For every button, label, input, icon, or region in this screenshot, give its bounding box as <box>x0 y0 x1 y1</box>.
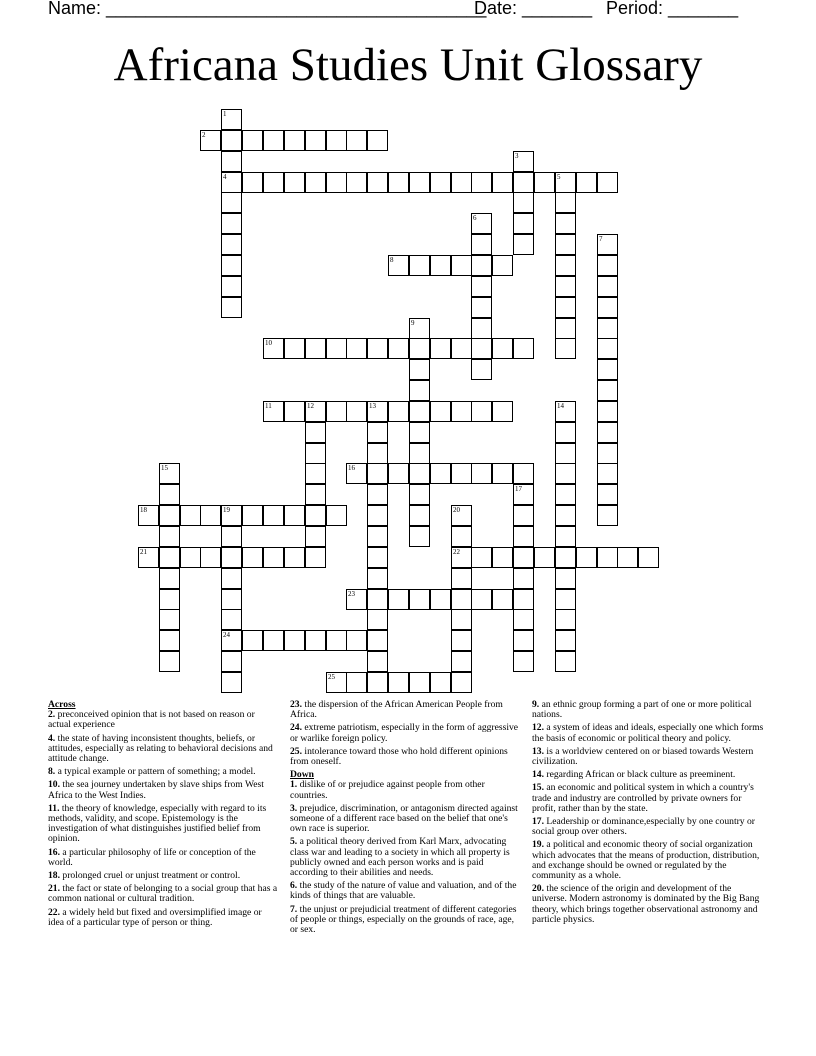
crossword-cell[interactable] <box>159 463 180 484</box>
crossword-cell[interactable] <box>471 255 492 276</box>
crossword-cell[interactable] <box>513 463 534 484</box>
crossword-cell[interactable] <box>367 526 388 547</box>
crossword-cell[interactable] <box>513 568 534 589</box>
cell-number: 16 <box>348 464 355 472</box>
crossword-cell[interactable] <box>221 172 242 193</box>
crossword-cell[interactable] <box>555 172 576 193</box>
cell-number: 8 <box>390 256 394 264</box>
crossword-cell[interactable] <box>221 213 242 234</box>
crossword-cell[interactable] <box>305 630 326 651</box>
crossword-cell[interactable] <box>200 547 221 568</box>
crossword-cell[interactable] <box>263 547 284 568</box>
crossword-cell[interactable] <box>305 547 326 568</box>
cell-number: 14 <box>557 402 564 410</box>
crossword-cell[interactable] <box>221 672 242 693</box>
crossword-cell[interactable] <box>367 172 388 193</box>
clue-down-17: 17. Leadership or dominance,especially by one country or social group over others. <box>532 816 755 838</box>
crossword-cell[interactable] <box>471 297 492 318</box>
crossword-cell[interactable] <box>221 526 242 547</box>
crossword-cell[interactable] <box>305 443 326 464</box>
cell-number: 9 <box>411 319 415 327</box>
clue-across-4: 4. the state of having inconsistent thoughts, beliefs, or attitudes, especially as relating to behavioral decisions and attitude change. <box>48 732 273 765</box>
crossword-cell[interactable] <box>367 338 388 359</box>
crossword-cell[interactable] <box>576 547 597 568</box>
clue-across-10: 10. the sea journey undertaken by slave ships from West Africa to the West Indies. <box>48 779 264 801</box>
date-field[interactable]: Date: _______ <box>474 0 593 18</box>
crossword-cell[interactable] <box>451 547 472 568</box>
clue-down-13: 13. is a worldview centered on or biased towards Western civilization. <box>532 745 754 768</box>
crossword-cell[interactable] <box>367 422 388 443</box>
crossword-cell[interactable] <box>180 547 201 568</box>
crossword-cell[interactable] <box>513 589 534 610</box>
crossword-cell[interactable] <box>555 255 576 276</box>
crossword-cell[interactable] <box>242 505 263 526</box>
clue-down-3: 3. prejudice, discrimination, or antagonism directed against someone of a different race based on the belief that one's own race is superior. <box>290 802 518 835</box>
crossword-cell[interactable] <box>388 255 409 276</box>
crossword-cell[interactable] <box>159 568 180 589</box>
crossword-cell[interactable] <box>242 547 263 568</box>
crossword-cell[interactable] <box>284 630 305 651</box>
crossword-cell[interactable] <box>576 172 597 193</box>
crossword-cell[interactable] <box>221 651 242 672</box>
crossword-cell[interactable] <box>326 172 347 193</box>
cell-number: 7 <box>599 235 603 243</box>
crossword-cell[interactable] <box>513 505 534 526</box>
crossword-cell[interactable] <box>451 630 472 651</box>
crossword-cell[interactable] <box>221 568 242 589</box>
crossword-cell[interactable] <box>471 463 492 484</box>
crossword-cell[interactable] <box>617 547 638 568</box>
crossword-cell[interactable] <box>409 338 430 359</box>
crossword-cell[interactable] <box>555 568 576 589</box>
crossword-cell[interactable] <box>305 505 326 526</box>
crossword-cell[interactable] <box>555 297 576 318</box>
crossword-cell[interactable] <box>221 276 242 297</box>
cell-number: 4 <box>223 173 227 181</box>
clue-column-1 <box>48 700 280 931</box>
crossword-cell[interactable] <box>492 255 513 276</box>
crossword-cell[interactable] <box>367 651 388 672</box>
crossword-cell[interactable] <box>409 255 430 276</box>
crossword-cell[interactable] <box>597 547 618 568</box>
crossword-cell[interactable] <box>471 401 492 422</box>
crossword-cell[interactable] <box>367 589 388 610</box>
crossword-cell[interactable] <box>471 318 492 339</box>
crossword-cell[interactable] <box>513 234 534 255</box>
crossword-cell[interactable] <box>597 234 618 255</box>
crossword-cell[interactable] <box>159 589 180 610</box>
crossword-cell[interactable] <box>221 505 242 526</box>
crossword-cell[interactable] <box>263 630 284 651</box>
crossword-cell[interactable] <box>242 130 263 151</box>
cell-number: 21 <box>140 548 147 556</box>
crossword-cell[interactable] <box>180 505 201 526</box>
crossword-cell[interactable] <box>326 338 347 359</box>
crossword-cell[interactable] <box>284 547 305 568</box>
clue-down-9: 9. an ethnic group forming a part of one or more political nations. <box>532 699 752 721</box>
crossword-cell[interactable] <box>555 338 576 359</box>
crossword-cell[interactable] <box>451 526 472 547</box>
cell-number: 24 <box>223 631 230 639</box>
crossword-cell[interactable] <box>597 463 618 484</box>
crossword-cell[interactable] <box>263 130 284 151</box>
crossword-cell[interactable] <box>513 484 534 505</box>
crossword-cell[interactable] <box>346 589 367 610</box>
crossword-cell[interactable] <box>555 526 576 547</box>
crossword-cell[interactable] <box>263 338 284 359</box>
crossword-cell[interactable] <box>305 338 326 359</box>
clue-down-12: 12. a system of ideas and ideals, especially one which forms the basis of economic or political theory and policy. <box>532 722 764 744</box>
crossword-cell[interactable] <box>326 401 347 422</box>
crossword-cell[interactable] <box>471 276 492 297</box>
crossword-cell[interactable] <box>555 463 576 484</box>
clue-down-15: 15. an economic and political system in which a country's trade and industry are controlled by private owners for profit, rather than by the state. <box>532 782 754 814</box>
crossword-cell[interactable] <box>638 547 659 568</box>
crossword-cell[interactable] <box>305 172 326 193</box>
crossword-cell[interactable] <box>430 463 451 484</box>
crossword-cell[interactable] <box>367 443 388 464</box>
crossword-cell[interactable] <box>430 338 451 359</box>
crossword-cell[interactable] <box>367 568 388 589</box>
clue-down-6: 6. the study of the nature of value and valuation, and of the kinds of things that are valuable. <box>290 880 517 902</box>
crossword-cell[interactable] <box>409 589 430 610</box>
crossword-cell[interactable] <box>367 672 388 693</box>
crossword-cell[interactable] <box>221 234 242 255</box>
crossword-cell[interactable] <box>471 338 492 359</box>
crossword-cell[interactable] <box>555 318 576 339</box>
crossword-cell[interactable] <box>159 609 180 630</box>
crossword-cell[interactable] <box>409 672 430 693</box>
crossword-cell[interactable] <box>346 338 367 359</box>
crossword-cell[interactable] <box>555 651 576 672</box>
crossword-cell[interactable] <box>555 609 576 630</box>
crossword-cell[interactable] <box>597 505 618 526</box>
down-heading: Down <box>290 769 314 781</box>
crossword-cell[interactable] <box>221 589 242 610</box>
crossword-cell[interactable] <box>597 443 618 464</box>
crossword-cell[interactable] <box>534 547 555 568</box>
cell-number: 1 <box>223 110 227 118</box>
crossword-cell[interactable] <box>513 213 534 234</box>
crossword-cell[interactable] <box>451 463 472 484</box>
crossword-cell[interactable] <box>409 443 430 464</box>
clue-across-23: 23. the dispersion of the African American People from Africa. <box>290 699 503 721</box>
clue-column-3 <box>532 700 764 928</box>
clue-down-20: 20. the science of the origin and development of the universe. Modern astronomy is dominated by the Big Bang theory, which brings together observational astronomy and particle physics. <box>532 883 760 925</box>
cell-number: 18 <box>140 506 147 514</box>
crossword-cell[interactable] <box>242 630 263 651</box>
crossword-cell[interactable] <box>409 318 430 339</box>
crossword-cell[interactable] <box>159 484 180 505</box>
crossword-cell[interactable] <box>597 484 618 505</box>
crossword-cell[interactable] <box>430 255 451 276</box>
crossword-cell[interactable] <box>221 255 242 276</box>
crossword-cell[interactable] <box>409 401 430 422</box>
crossword-cell[interactable] <box>221 130 242 151</box>
cell-number: 2 <box>202 131 206 139</box>
crossword-cell[interactable] <box>284 505 305 526</box>
crossword-cell[interactable] <box>367 630 388 651</box>
crossword-cell[interactable] <box>367 547 388 568</box>
crossword-cell[interactable] <box>367 609 388 630</box>
crossword-cell[interactable] <box>555 213 576 234</box>
cell-number: 5 <box>557 173 561 181</box>
crossword-cell[interactable] <box>388 338 409 359</box>
crossword-cell[interactable] <box>221 630 242 651</box>
clue-across-8: 8. a typical example or pattern of something; a model. <box>48 766 256 778</box>
crossword-cell[interactable] <box>159 651 180 672</box>
crossword-cell[interactable] <box>284 401 305 422</box>
clue-down-7: 7. the unjust or prejudicial treatment of different categories of people or things, especially on the grounds of race, age, or sex. <box>290 903 517 936</box>
crossword-cell[interactable] <box>346 401 367 422</box>
clue-across-24: 24. extreme patriotism, especially in the form of aggressive or warlike foreign policy. <box>290 722 519 744</box>
crossword-cell[interactable] <box>409 380 430 401</box>
crossword-cell[interactable] <box>451 609 472 630</box>
crossword-cell[interactable] <box>367 130 388 151</box>
crossword-cell[interactable] <box>513 172 534 193</box>
crossword-cell[interactable] <box>451 338 472 359</box>
crossword-cell[interactable] <box>409 422 430 443</box>
crossword-cell[interactable] <box>451 589 472 610</box>
crossword-cell[interactable] <box>555 505 576 526</box>
crossword-cell[interactable] <box>409 172 430 193</box>
crossword-cell[interactable] <box>346 172 367 193</box>
crossword-cell[interactable] <box>597 318 618 339</box>
crossword-cell[interactable] <box>159 505 180 526</box>
clue-down-19: 19. a political and economic theory of social organization which advocates that the means of production, distribution, and exchange should be owned or regulated by the community as a whole. <box>532 839 760 882</box>
cell-number: 11 <box>265 402 272 410</box>
crossword-cell[interactable] <box>409 359 430 380</box>
crossword-cell[interactable] <box>159 630 180 651</box>
crossword-cell[interactable] <box>367 401 388 422</box>
crossword-cell[interactable] <box>555 192 576 213</box>
crossword-cell[interactable] <box>471 359 492 380</box>
crossword-cell[interactable] <box>367 484 388 505</box>
name-field[interactable]: Name: ______________________________________ <box>48 0 487 18</box>
crossword-cell[interactable] <box>326 672 347 693</box>
crossword-cell[interactable] <box>513 547 534 568</box>
crossword-cell[interactable] <box>284 338 305 359</box>
crossword-cell[interactable] <box>430 172 451 193</box>
cell-number: 10 <box>265 339 272 347</box>
crossword-cell[interactable] <box>471 234 492 255</box>
crossword-cell[interactable] <box>513 151 534 172</box>
crossword-cell[interactable] <box>451 651 472 672</box>
crossword-cell[interactable] <box>597 172 618 193</box>
clue-across-22: 22. a widely held but fixed and oversimplified image or idea of a particular type of person or thing. <box>48 906 262 928</box>
crossword-cell[interactable] <box>263 505 284 526</box>
cell-number: 19 <box>223 506 230 514</box>
crossword-cell[interactable] <box>326 630 347 651</box>
crossword-cell[interactable] <box>159 547 180 568</box>
crossword-cell[interactable] <box>451 255 472 276</box>
crossword-cell[interactable] <box>555 276 576 297</box>
crossword-cell[interactable] <box>451 568 472 589</box>
crossword-cell[interactable] <box>513 630 534 651</box>
crossword-cell[interactable] <box>492 401 513 422</box>
cell-number: 23 <box>348 590 355 598</box>
clue-across-25: 25. intolerance toward those who hold different opinions from oneself. <box>290 745 508 768</box>
crossword-cell[interactable] <box>346 672 367 693</box>
crossword-cell[interactable] <box>492 463 513 484</box>
crossword-cell[interactable] <box>200 505 221 526</box>
crossword-cell[interactable] <box>305 130 326 151</box>
crossword-cell[interactable] <box>555 589 576 610</box>
cell-number: 3 <box>515 152 519 160</box>
crossword-cell[interactable] <box>492 172 513 193</box>
crossword-cell[interactable] <box>221 192 242 213</box>
clue-across-21: 21. the fact or state of belonging to a social group that has a common national or cultural tradition. <box>48 883 278 905</box>
crossword-cell[interactable] <box>242 172 263 193</box>
crossword-cell[interactable] <box>597 255 618 276</box>
cell-number: 22 <box>453 548 460 556</box>
crossword-cell[interactable] <box>513 526 534 547</box>
crossword-cell[interactable] <box>284 130 305 151</box>
crossword-cell[interactable] <box>597 401 618 422</box>
crossword-cell[interactable] <box>451 172 472 193</box>
crossword-cell[interactable] <box>597 380 618 401</box>
crossword-cell[interactable] <box>513 192 534 213</box>
crossword-cell[interactable] <box>597 359 618 380</box>
crossword-cell[interactable] <box>451 672 472 693</box>
crossword-cell[interactable] <box>305 422 326 443</box>
crossword-cell[interactable] <box>326 505 347 526</box>
crossword-cell[interactable] <box>305 463 326 484</box>
crossword-cell[interactable] <box>221 109 242 130</box>
crossword-cell[interactable] <box>555 234 576 255</box>
crossword-cell[interactable] <box>471 213 492 234</box>
across-heading: Across <box>48 699 76 710</box>
clue-column-2 <box>290 700 522 938</box>
crossword-cell[interactable] <box>492 547 513 568</box>
clue-down-5: 5. a political theory derived from Karl Marx, advocating class war and leading to a society in which all property is publicly owned and each person works and is paid according to their abilities and needs. <box>290 836 510 879</box>
cell-number: 25 <box>328 673 335 681</box>
crossword-cell[interactable] <box>305 484 326 505</box>
cell-number: 17 <box>515 485 522 493</box>
crossword-cell[interactable] <box>221 151 242 172</box>
crossword-cell[interactable] <box>409 463 430 484</box>
crossword-cell[interactable] <box>305 401 326 422</box>
crossword-cell[interactable] <box>597 422 618 443</box>
clue-across-16: 16. a particular philosophy of life or conception of the world. <box>48 846 256 868</box>
crossword-cell[interactable] <box>555 443 576 464</box>
crossword-cell[interactable] <box>430 401 451 422</box>
crossword-cell[interactable] <box>346 630 367 651</box>
crossword-cell[interactable] <box>263 172 284 193</box>
crossword-cell[interactable] <box>388 172 409 193</box>
crossword-cell[interactable] <box>430 672 451 693</box>
crossword-cell[interactable] <box>138 505 159 526</box>
crossword-cell[interactable] <box>388 589 409 610</box>
crossword-cell[interactable] <box>471 589 492 610</box>
crossword-cell[interactable] <box>138 547 159 568</box>
crossword-cell[interactable] <box>597 338 618 359</box>
crossword-cell[interactable] <box>346 463 367 484</box>
clue-across-2: 2. preconceived opinion that is not based on reason or actual experience <box>48 709 255 731</box>
crossword-cell[interactable] <box>305 526 326 547</box>
crossword-cell[interactable] <box>388 672 409 693</box>
period-field[interactable]: Period: _______ <box>606 0 739 18</box>
crossword-cell[interactable] <box>221 609 242 630</box>
crossword-cell[interactable] <box>597 276 618 297</box>
crossword-cell[interactable] <box>284 172 305 193</box>
crossword-cell[interactable] <box>346 130 367 151</box>
clue-across-11: 11. the theory of knowledge, especially with regard to its methods, validity, and scope. Epistemology is the investigation of what distinguishes justified belief from opinion. <box>48 802 267 845</box>
crossword-cell[interactable] <box>159 526 180 547</box>
crossword-cell[interactable] <box>409 505 430 526</box>
crossword-cell[interactable] <box>451 505 472 526</box>
crossword-cell[interactable] <box>200 130 221 151</box>
crossword-cell[interactable] <box>492 338 513 359</box>
crossword-cell[interactable] <box>513 338 534 359</box>
cell-number: 20 <box>453 506 460 514</box>
clue-down-1: 1. dislike of or prejudice against people from other countries. <box>290 779 485 801</box>
clue-across-18: 18. prolonged cruel or unjust treatment or control. <box>48 870 241 882</box>
crossword-cell[interactable] <box>326 130 347 151</box>
crossword-cell[interactable] <box>451 401 472 422</box>
cell-number: 15 <box>161 464 168 472</box>
cell-number: 6 <box>473 214 477 222</box>
crossword-cell[interactable] <box>513 651 534 672</box>
crossword-cell[interactable] <box>555 422 576 443</box>
crossword-cell[interactable] <box>555 547 576 568</box>
crossword-cell[interactable] <box>263 401 284 422</box>
crossword-cell[interactable] <box>492 589 513 610</box>
crossword-cell[interactable] <box>388 401 409 422</box>
crossword-cell[interactable] <box>409 526 430 547</box>
crossword-cell[interactable] <box>367 463 388 484</box>
clue-down-14: 14. regarding African or black culture as preeminent. <box>532 769 736 781</box>
crossword-cell[interactable] <box>471 172 492 193</box>
crossword-cell[interactable] <box>430 589 451 610</box>
crossword-cell[interactable] <box>555 401 576 422</box>
crossword-cell[interactable] <box>513 609 534 630</box>
crossword-cell[interactable] <box>221 547 242 568</box>
crossword-cell[interactable] <box>534 172 555 193</box>
crossword-cell[interactable] <box>555 630 576 651</box>
crossword-cell[interactable] <box>388 463 409 484</box>
cell-number: 13 <box>369 402 376 410</box>
crossword-cell[interactable] <box>555 484 576 505</box>
crossword-cell[interactable] <box>367 505 388 526</box>
crossword-cell[interactable] <box>409 484 430 505</box>
crossword-cell[interactable] <box>221 297 242 318</box>
cell-number: 12 <box>307 402 314 410</box>
page-title: Africana Studies Unit Glossary <box>113 39 703 91</box>
crossword-cell[interactable] <box>471 547 492 568</box>
crossword-cell[interactable] <box>597 297 618 318</box>
